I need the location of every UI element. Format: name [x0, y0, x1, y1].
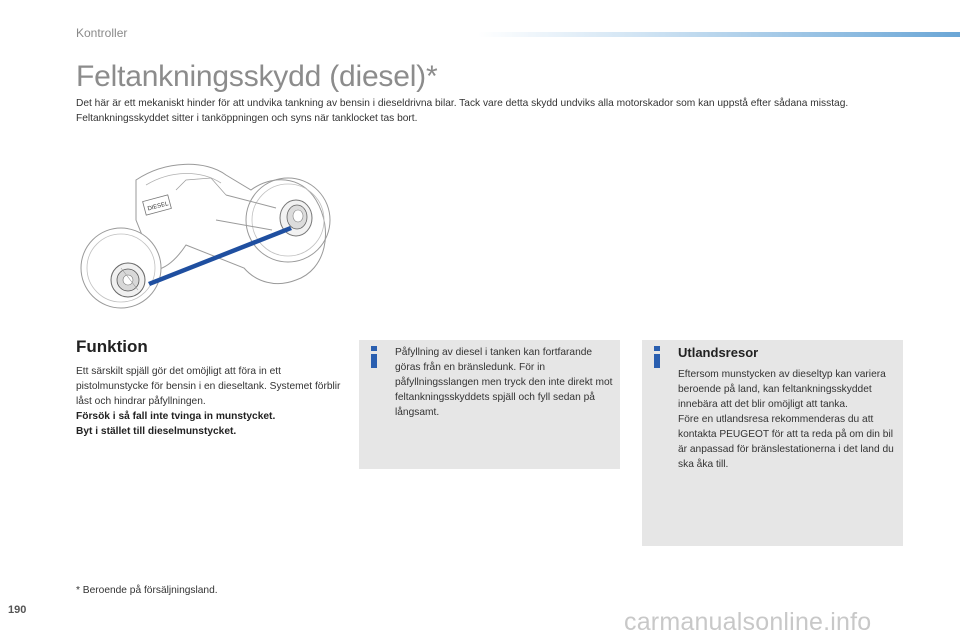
svg-text:DIESEL: DIESEL [147, 201, 170, 213]
fuel-filler-illustration [76, 150, 346, 315]
info-icon [651, 346, 663, 368]
funktion-warning-2: Byt i stället till dieselmunstycket. [76, 426, 237, 437]
info-box-travel-paragraph-2: Före en utlandsresa rekommenderas du att kontakta PEUGEOT för att ta reda på om din bil är anpassad för bränslestationerna i det land du ska åka till. [678, 414, 894, 470]
header-gradient-bar [478, 32, 960, 37]
page-number: 190 [8, 604, 27, 616]
intro-paragraph-2: Feltankningsskyddet sitter i tanköppningen och syns när tanklocket tas bort. [76, 113, 418, 124]
info-icon [368, 346, 380, 368]
info-box-travel [642, 340, 903, 546]
page-title: Feltankningsskydd (diesel)* [76, 60, 438, 93]
info-box-refill-text [395, 345, 615, 420]
watermark: carmanualsonline.info [624, 608, 872, 636]
info-box-travel-text [678, 367, 898, 472]
info-box-travel-paragraph-1: Eftersom munstycken av dieseltyp kan variera beroende på land, kan feltankningsskyddet innebära att det blir omöjligt att tanka. [678, 369, 886, 410]
funktion-body [76, 364, 341, 439]
funktion-text: Ett särskilt spjäll gör det omöjligt att föra in ett pistolmunstycke för bensin i en dieseltank. Systemet förblir låst och hindrar påfyllningen. [76, 366, 341, 407]
intro-text [76, 96, 906, 126]
funktion-warning-1: Försök i så fall inte tvinga in munstycket. [76, 411, 276, 422]
footnote: * Beroende på försäljningsland. [76, 585, 218, 596]
intro-paragraph-1: Det här är ett mekaniskt hinder för att undvika tankning av bensin i dieseldrivna bilar. Tack vare detta skydd undviks alla motorskador som kan uppstå efter sådana misstag. [76, 98, 849, 109]
info-box-refill-paragraph: Påfyllning av diesel i tanken kan fortfarande göras från en bränsledunk. För in påfyllningsslangen men tryck den inte direkt mot feltankningsskyddets spjäll och fyll sedan på långsamt. [395, 347, 613, 418]
section-label: Kontroller [76, 26, 128, 40]
info-box-refill [359, 340, 620, 469]
info-box-travel-heading: Utlandsresor [678, 345, 759, 360]
funktion-heading: Funktion [76, 337, 148, 356]
